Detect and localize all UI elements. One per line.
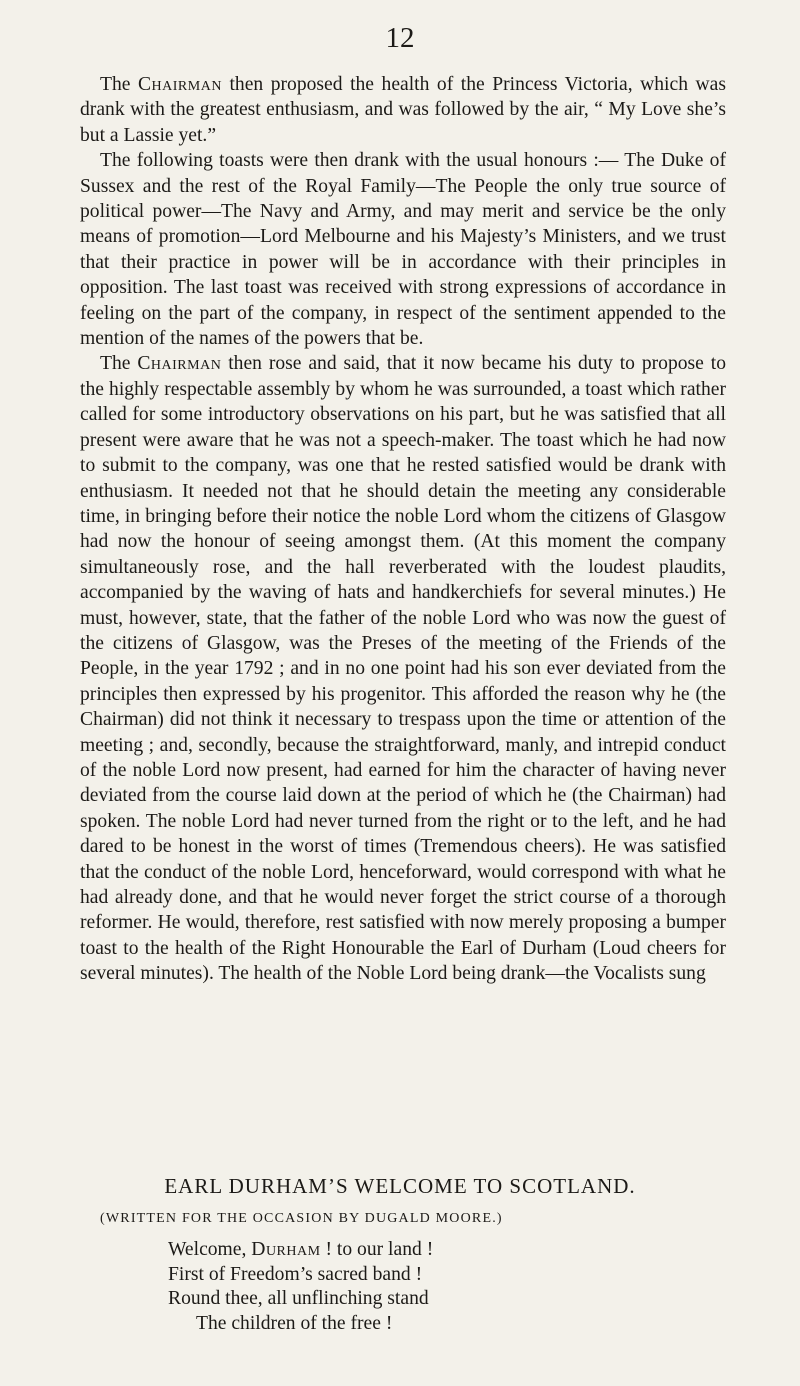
verse-line: Round thee, all unflinching stand bbox=[168, 1288, 429, 1309]
verse-text: Welcome, bbox=[168, 1239, 252, 1260]
verse-line: The children of the free ! bbox=[196, 1312, 393, 1334]
verse-line: First of Freedom’s sacred band ! bbox=[168, 1263, 423, 1285]
paragraph-chairman-speech bbox=[80, 351, 726, 986]
durham-smallcaps: Durham bbox=[251, 1239, 321, 1260]
page-number: 12 bbox=[385, 22, 415, 54]
paragraph-lead: The bbox=[100, 353, 138, 375]
verse-line bbox=[168, 1238, 728, 1263]
chairman-smallcaps: Chairman bbox=[137, 74, 222, 95]
chairman-smallcaps: Chairman bbox=[137, 353, 222, 375]
body-text bbox=[80, 72, 726, 987]
paragraph-text: then proposed the health of the Princess Victoria, which was drank with the greatest enthusiasm, and was followed by the air, “ My Love she’s but a Lassie yet.” bbox=[80, 74, 726, 146]
verse-text: ! to our land ! bbox=[320, 1239, 434, 1260]
paragraph-text: The following toasts were then drank with the usual honours :— The Duke of Sussex and the rest of the Royal Family—The People the only true source of political power—The Navy and Army, and may merit and service be the only means of promotion—Lord Melbourne and his Majesty’s Ministers, and we trust that their practice in power will be in accordance with their principles in opposition. The last toast was received with strong expressions of accordance in feeling on the part of the company, in respect of the sentiment appended to the mention of the names of the powers that be. bbox=[80, 150, 726, 350]
paragraph-princess-toast bbox=[80, 72, 726, 148]
song-verse bbox=[168, 1238, 728, 1336]
paragraph-lead: The bbox=[100, 74, 138, 95]
song-title: EARL DURHAM’S WELCOME TO SCOTLAND. bbox=[164, 1174, 636, 1198]
paragraph-text: then rose and said, that it now became his duty to propose to the highly respectable assembly by whom he was surrounded, a toast which rather called for some introductory observations on his part, but he was satisfied that all present were aware that he was not a speech-maker. The toast which he had now to submit to the company, was one that he rested satisfied would be drank with enthusiasm. It needed not that he should detain the meeting any considerable time, in bringing before their notice the noble Lord whom the citizens of Glasgow had now the honour of seeing amongst them. (At this moment the company simultaneously rose, and the hall reverberated with the loudest plaudits, accompanied by the waving of hats and handkerchiefs for several minutes.) He must, however, state, that the father of the noble Lord who was now the guest of the citizens of Glasgow, was the Preses of the meeting of the Friends of the People, in the year 1792 ; and in no one point had his son ever deviated from the principles then expressed by his progenitor. This afforded the reason why he (the Chairman) did not think it necessary to trespass upon the time or attention of the meeting ; and, secondly, because the straightforward, manly, and intrepid conduct of the noble Lord now present, had earned for him the character of having never deviated from the course laid down at the period of which he (the Chairman) had spoken. The noble Lord had never turned from the right or to the left, and he had dared to be honest in the worst of times (Tremendous cheers). He was satisfied that the conduct of the noble Lord, henceforward, would correspond with what he had already done, and that he would never forget the strict course of a thorough reformer. He would, therefore, rest satisfied with now merely proposing a bumper toast to the health of the Right Honourable the Earl of Durham (Loud cheers for several minutes). The health of the Noble Lord being drank—the Vocalists sung bbox=[80, 353, 726, 985]
paragraph-toasts-list bbox=[80, 148, 726, 351]
song-subtitle: (WRITTEN FOR THE OCCASION BY DUGALD MOORE.) bbox=[100, 1211, 503, 1226]
